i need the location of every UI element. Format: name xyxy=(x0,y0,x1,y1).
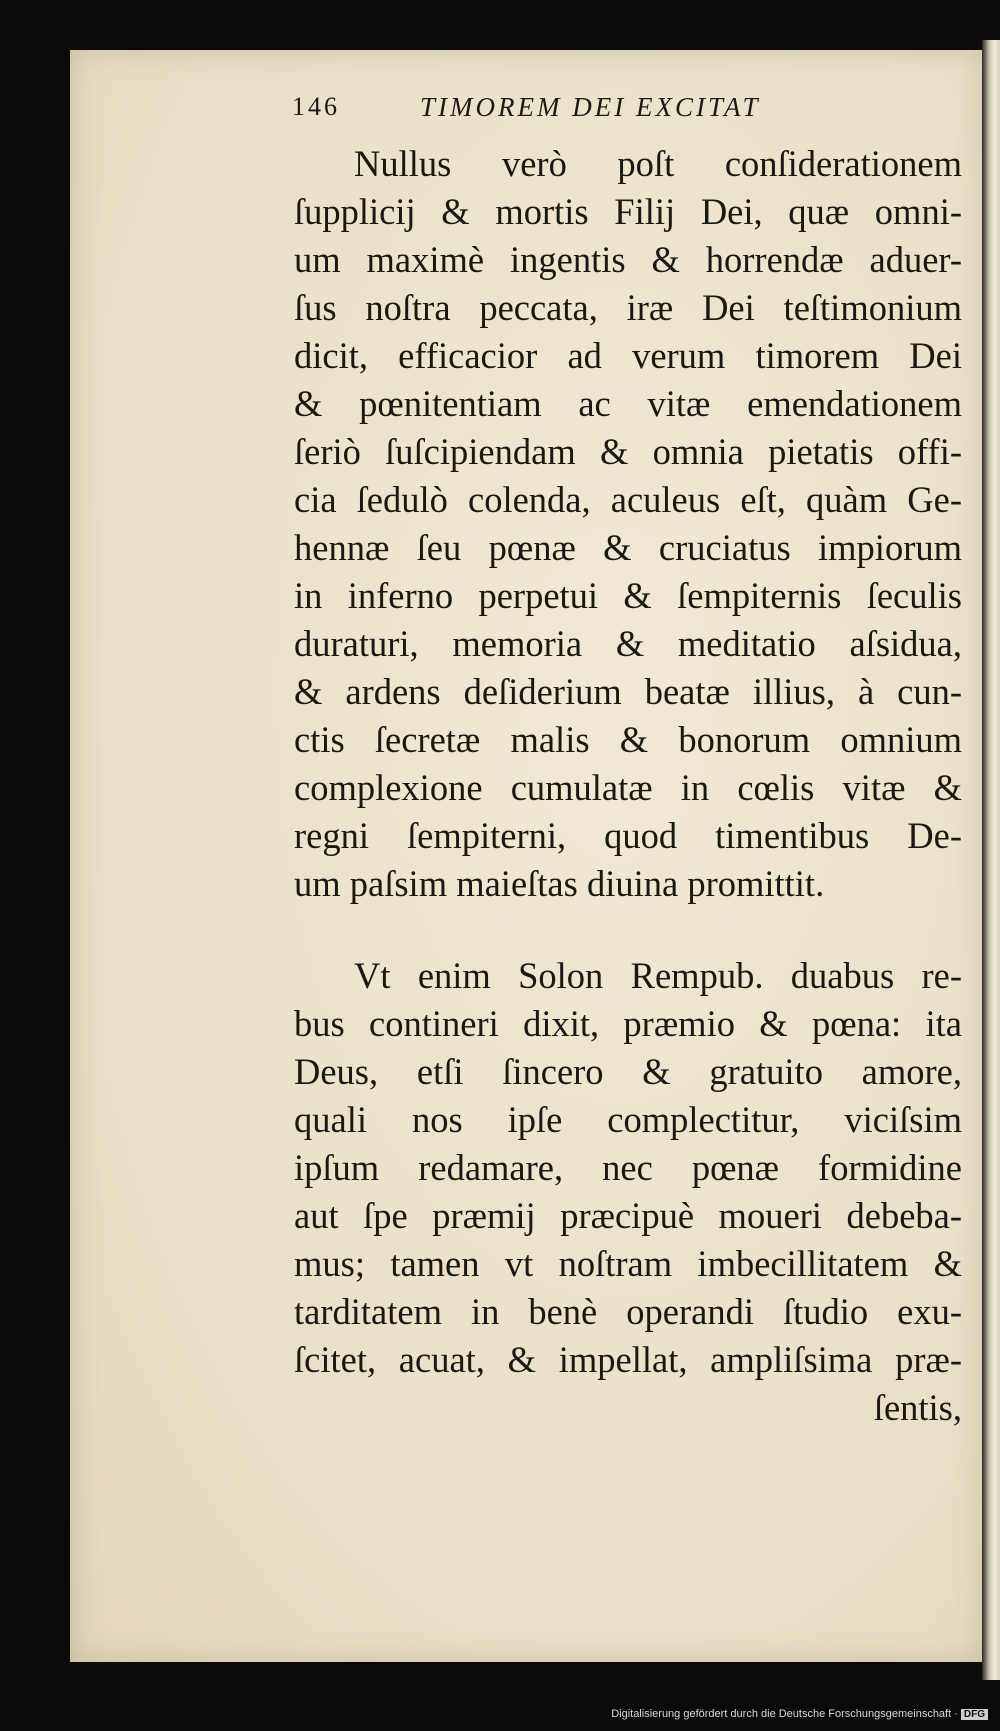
text-line: complexione cumulatæ in cœlis vitæ & xyxy=(294,767,962,808)
text-line: tarditatem in benè operandi ſtudio exu- xyxy=(294,1291,962,1332)
text-line: in inferno perpetui & ſempiternis ſeculis xyxy=(294,575,962,616)
text-line: um paſsim maieſtas diuina promittit. xyxy=(294,863,825,904)
page-number: 146 xyxy=(292,92,340,121)
text-line: duraturi, memoria & meditatio aſsidua, xyxy=(294,623,962,664)
text-line: um maximè ingentis & horrendæ aduer- xyxy=(294,239,962,280)
text-line: ipſum redamare, nec pœnæ formidine xyxy=(294,1147,962,1188)
text-line: dicit, efficacior ad verum timorem Dei xyxy=(294,335,962,376)
running-header xyxy=(292,92,852,132)
text-line: aut ſpe præmij præcipuè moueri debeba- xyxy=(294,1195,962,1236)
text-line: ſupplicij & mortis Filij Dei, quæ omni- xyxy=(294,191,962,232)
text-line: Nullus verò poſt conſiderationem xyxy=(354,143,962,184)
text-line: ſcitet, acuat, & impellat, ampliſsima præ- xyxy=(294,1339,962,1380)
text-line: & ardens deſiderium beatæ illius, à cun- xyxy=(294,671,962,712)
catchword: ſentis, xyxy=(873,1387,962,1428)
text-line: bus contineri dixit, præmio & pœna: ita xyxy=(294,1003,962,1044)
text-line: hennæ ſeu pœnæ & cruciatus impiorum xyxy=(294,527,962,568)
text-line: quali nos ipſe complectitur, viciſsim xyxy=(294,1099,962,1140)
text-line: Deus, etſi ſincero & gratuito amore, xyxy=(294,1051,962,1092)
text-line: ſeriò ſuſcipiendam & omnia pietatis offi- xyxy=(294,431,962,472)
paragraph-1 xyxy=(294,140,962,908)
dfg-logo: DFG xyxy=(961,1709,988,1720)
text-line: Vt enim Solon Rempub. duabus re- xyxy=(354,955,962,996)
text-line: & pœnitentiam ac vitæ emendationem xyxy=(294,383,962,424)
text-line: ctis ſecretæ malis & bonorum omnium xyxy=(294,719,962,760)
digitization-credit xyxy=(611,1708,988,1720)
text-line: ſus noſtra peccata, iræ Dei teſtimonium xyxy=(294,287,962,328)
page-edge xyxy=(982,40,1000,1680)
text-line: cia ſedulò colenda, aculeus eſt, quàm Ge- xyxy=(294,479,962,520)
paragraph-2 xyxy=(294,952,962,1432)
running-head-title: TIMOREM DEI EXCITAT xyxy=(420,92,761,122)
text-line: regni ſempiterni, quod timentibus De- xyxy=(294,815,962,856)
credit-text: Digitalisierung gefördert durch die Deutsche Forschungsgemeinschaft · xyxy=(611,1708,958,1720)
text-line: mus; tamen vt noſtram imbecillitatem & xyxy=(294,1243,962,1284)
